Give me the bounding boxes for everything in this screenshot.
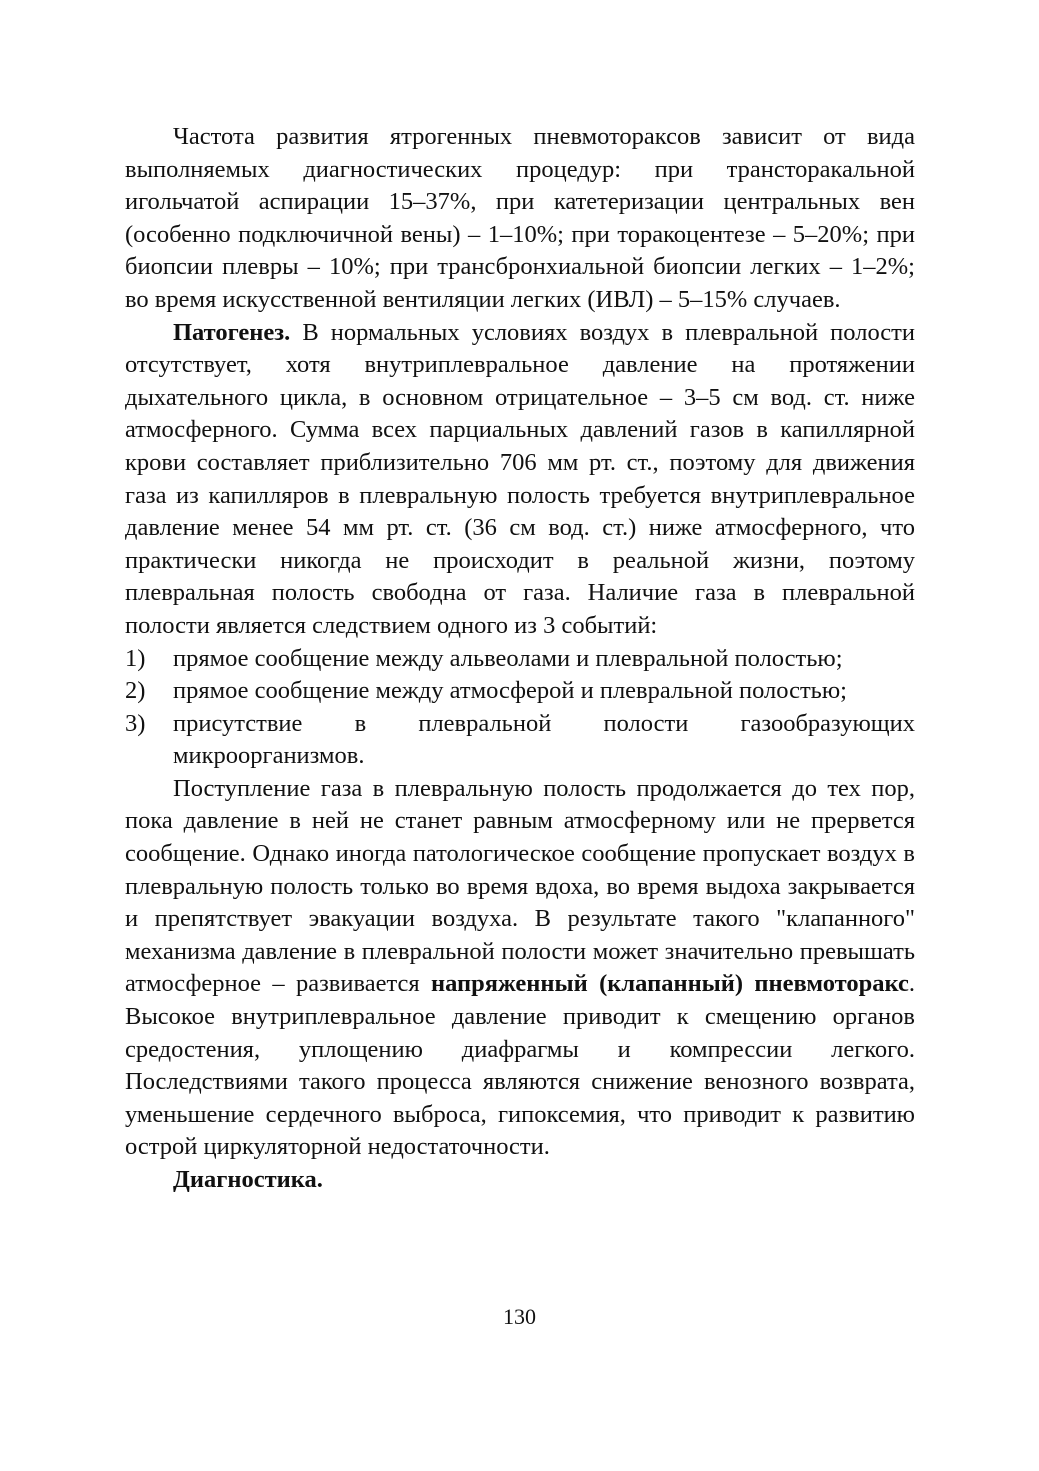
list-item-text: прямое сообщение между альвеолами и плевральной полостью;	[173, 644, 843, 672]
pathogenesis-text: В нормальных условиях воздух в плевральной полости отсутствует, хотя внутриплевральное давление на протяжении дыхательного цикла, в основном отрицательное – 3–5 см вод. ст. ниже атмосферного. Сумма всех парциальных давлений газов в капиллярной крови составляет приблизительно 706 мм рт. ст., поэтому для движения газа из капилляров в плевральную полость требуется внутриплевральное давление менее 54 мм рт. ст. (36 см вод. ст.) ниже атмосферного, что практически никогда не происходит в реальной жизни, поэтому плевральная полость свободна от газа. Наличие газа в плевральной полости является следствием одного из 3 событий:	[125, 318, 915, 639]
list-item-number: 1)	[125, 644, 146, 672]
list-item	[125, 708, 915, 773]
diagnostics-heading: Диагностика.	[173, 1166, 323, 1193]
paragraph-tension-pneumothorax	[125, 773, 915, 1164]
page-number: 130	[503, 1304, 536, 1329]
list-item-text: прямое сообщение между атмосферой и плевральной полостью;	[173, 677, 847, 705]
causes-list	[125, 643, 915, 773]
pathogenesis-heading: Патогенез.	[173, 318, 291, 346]
tension-pneumothorax-term: напряженный (клапанный) пневмоторакс	[430, 970, 909, 998]
list-item	[125, 675, 915, 708]
list-item-text: присутствие в плевральной полости газообразующих микроорганизмов.	[173, 709, 915, 770]
page-body	[125, 121, 915, 1197]
paragraph-iatrogenic-frequency: Частота развития ятрогенных пневмотораксов зависит от вида выполняемых диагностических процедур: при трансторакальной игольчатой аспирации 15–37%, при катетеризации центральных вен (особенно подключичной вены) – 1–10%; при торакоцентезе – 5–20%; при биопсии плевры – 10%; при трансбронхиальной биопсии легких – 1–2%; во время искусственной вентиляции легких (ИВЛ) – 5–15% случаев.	[125, 123, 915, 313]
paragraph-pathogenesis	[125, 317, 915, 643]
list-item	[125, 643, 915, 676]
list-item-number: 3)	[125, 709, 146, 737]
tension-text-before: Поступление газа в плевральную полость продолжается до тех пор, пока давление в ней не станет равным атмосферному или не прервется сообщение. Однако иногда патологическое сообщение пропускает воздух в плевральную полость только во время вдоха, во время выдоха закрывается и препятствует эвакуации воздуха. В результате такого "клапанного" механизма давление в плевральной полости может значительно превышать атмосферное – развивается	[125, 774, 915, 998]
tension-text-after: . Высокое внутриплевральное давление приводит к смещению органов средостения, уплощению диафрагмы и компрессии легкого. Последствиями такого процесса являются снижение венозного возврата, уменьшение сердечного выброса, гипоксемия, что приводит к развитию острой циркуляторной недостаточности.	[125, 970, 915, 1161]
list-item-number: 2)	[125, 677, 146, 705]
